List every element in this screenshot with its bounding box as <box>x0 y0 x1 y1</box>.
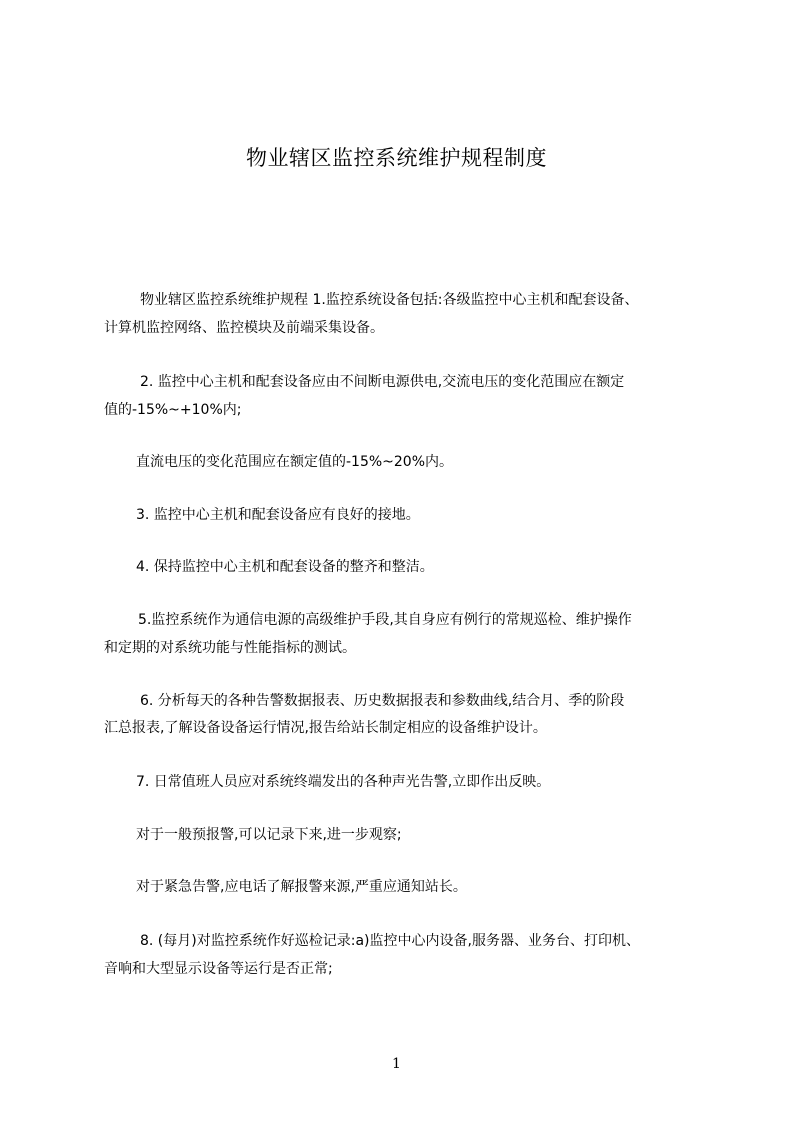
paragraph-3: 直流电压的变化范围应在额定值的-15%~20%内。 <box>136 454 454 470</box>
paragraph-8: 7. 日常值班人员应对系统终端发出的各种声光告警,立即作出反映。 <box>136 774 551 790</box>
paragraph-11-line-2: 音响和大型显示设备等运行是否正常; <box>104 961 333 977</box>
page-number: 1 <box>392 1056 401 1072</box>
paragraph-6-line-2: 和定期的对系统功能与性能指标的测试。 <box>104 640 356 656</box>
paragraph-11-line-1: 8. (每月)对监控系统作好巡检记录:a)监控中心内设备,服务器、业务台、打印机、 <box>140 933 640 949</box>
paragraph-2-line-2: 值的-15%~+10%内; <box>104 402 242 418</box>
paragraph-2-line-1: 2. 监控中心主机和配套设备应由不间断电源供电,交流电压的变化范围应在额定 <box>140 374 625 390</box>
paragraph-9: 对于一般预报警,可以记录下来,进一步观察; <box>136 827 402 843</box>
paragraph-10: 对于紧急告警,应电话了解报警来源,严重应通知站长。 <box>136 879 467 895</box>
paragraph-4: 3. 监控中心主机和配套设备应有良好的接地。 <box>136 507 420 523</box>
paragraph-1-line-2: 计算机监控网络、监控模块及前端采集设备。 <box>104 320 384 336</box>
paragraph-1-line-1: 物业辖区监控系统维护规程 1.监控系统设备包括:各级监控中心主机和配套设备、 <box>140 292 639 308</box>
paragraph-7-line-2: 汇总报表,了解设备设备运行情况,报告给站长制定相应的设备维护设计。 <box>104 720 547 736</box>
paragraph-5: 4. 保持监控中心主机和配套设备的整齐和整洁。 <box>136 559 434 575</box>
document-title: 物业辖区监控系统维护规程制度 <box>246 146 547 170</box>
paragraph-7-line-1: 6. 分析每天的各种告警数据报表、历史数据报表和参数曲线,结合月、季的阶段 <box>140 693 625 709</box>
paragraph-6-line-1: 5.监控系统作为通信电源的高级维护手段,其自身应有例行的常规巡检、维护操作 <box>138 612 632 628</box>
